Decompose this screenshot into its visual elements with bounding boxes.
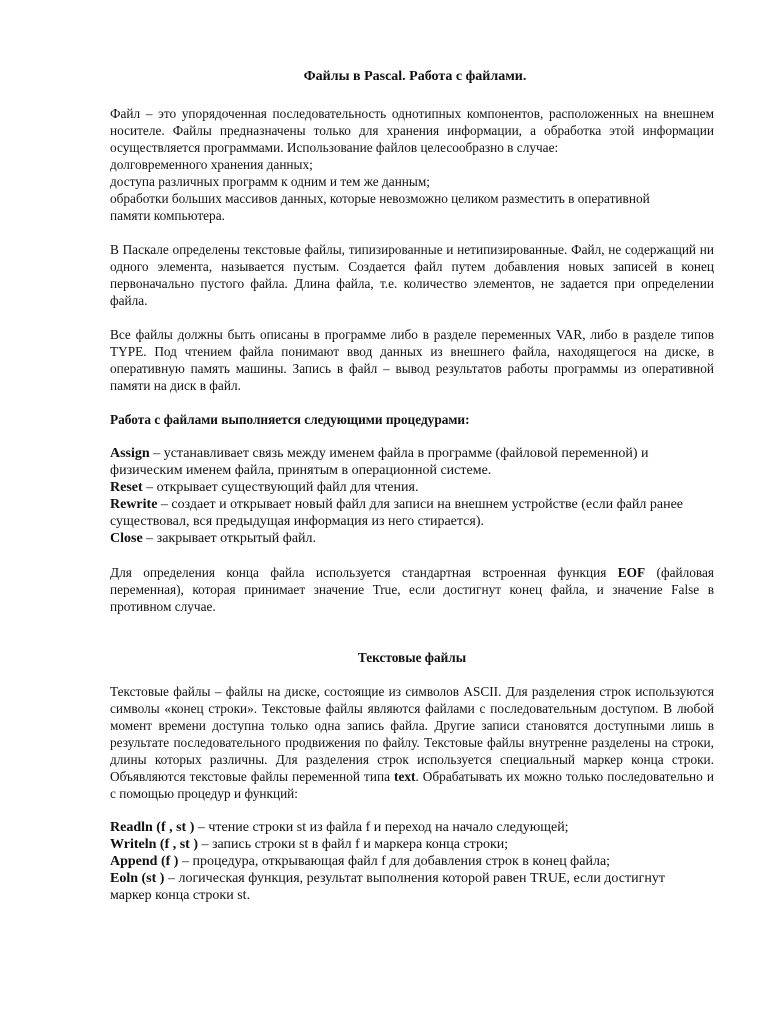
procedure-desc: – закрывает открытый файл.	[142, 531, 317, 546]
list-item: доступа различных программ к одним и тем же данным;	[110, 174, 430, 189]
procedure-desc: – запись строки st в файл f и маркера конца строки;	[198, 837, 509, 852]
procedure-desc: – чтение строки st из файла f и переход на начало следующей;	[194, 820, 569, 835]
document-body	[110, 68, 714, 904]
intro-paragraph: Файл – это упорядоченная последовательность однотипных компонентов, расположенных на внешнем носителе. Файлы предназначены только для хранения информации, а обработка этой информации осуществляется программами. Использование файлов целесообразно в случае:	[110, 106, 714, 155]
text-procedure-item	[110, 836, 714, 853]
procedure-name: Reset	[110, 480, 143, 495]
text-files-before: Текстовые файлы – файлы на диске, состоящие из символов ASCII. Для разделения строк используются символы «конец строки». Текстовые файлы являются файлами с последовательным доступом. В любой момент времени доступна только одна запись файла. Другие записи становятся доступными лишь в результате последовательного продвижения по файлу. Текстовые файлы внутренне разделены на строки, длины которых различны. Для разделения строк используется специальный маркер конца строки. Объявляются текстовые файлы переменной типа	[110, 684, 714, 784]
text-files-after: . Обрабатывать их можно только последовательно и с помощью процедур и функций:	[110, 769, 714, 801]
spacer	[110, 224, 714, 241]
text-procedures-list	[110, 819, 714, 904]
text-procedure-item	[110, 853, 714, 870]
spacer	[110, 666, 714, 683]
file-types-paragraph: В Паскале определены текстовые файлы, типизированные и нетипизированные. Файл, не содержащий ни одного элемента, называется пустым. Создается файл путем добавления новых записей в конец первоначально пустого файла. Длина файла, т.е. количество элементов, не задается при определении файла.	[110, 242, 714, 308]
procedures-list	[110, 445, 714, 547]
spacer	[110, 615, 714, 649]
spacer	[110, 802, 714, 819]
procedures-heading: Работа с файлами выполняется следующими процедурами:	[110, 412, 470, 427]
procedure-desc: – логическая функция, результат выполнения которой равен TRUE, если достигнут маркер конца строки st.	[110, 871, 665, 903]
procedure-item	[110, 445, 714, 479]
procedure-name: Assign	[110, 446, 150, 461]
procedure-name: Writeln (f , st )	[110, 837, 198, 852]
procedure-desc: – устанавливает связь между именем файла в программе (файловой переменной) и физическим именем файла, принятым в операционной системе.	[110, 446, 649, 478]
spacer	[110, 547, 714, 564]
list-item: обработки больших массивов данных, которые невозможно целиком разместить в оперативной памяти компьютера.	[110, 191, 650, 223]
spacer	[110, 309, 714, 326]
procedure-name: Rewrite	[110, 497, 158, 512]
procedure-desc: – создает и открывает новый файл для записи на внешнем устройстве (если файл ранее существовал, вся предыдущая информация из него стирается).	[110, 497, 684, 529]
procedure-desc: – открывает существующий файл для чтения.	[142, 480, 419, 495]
section-title: Текстовые файлы	[357, 650, 467, 665]
eof-paragraph	[110, 564, 714, 615]
spacer	[110, 428, 714, 445]
spacer	[110, 394, 714, 411]
procedure-item	[110, 496, 714, 530]
procedure-item	[110, 479, 714, 496]
list-item: долговременного хранения данных;	[110, 157, 313, 172]
eof-keyword: EOF	[617, 565, 646, 580]
text-procedure-item	[110, 819, 714, 836]
text-keyword: text	[394, 769, 416, 784]
procedure-name: Append (f )	[110, 854, 179, 869]
procedure-desc: – процедура, открывающая файл f для добавления строк в конец файла;	[178, 854, 611, 869]
file-declaration-paragraph: Все файлы должны быть описаны в программе либо в разделе переменных VAR, либо в разделе типов TYPE. Под чтением файла понимают ввод данных из внешнего файла, находящегося на диске, в оперативную память машины. Запись в файл – вывод результатов работы программы из оперативной памяти на диск в файл.	[110, 327, 714, 393]
text-files-paragraph	[110, 683, 714, 802]
procedure-item	[110, 530, 714, 547]
eof-text-after: (файловая переменная), которая принимает значение True, если достигнут конец файла, и значение False в противном случае.	[110, 565, 714, 614]
text-procedure-item	[110, 870, 670, 904]
page-title: Файлы в Pascal. Работа с файлами.	[303, 69, 527, 84]
eof-text-before: Для определения конца файла используется стандартная встроенная функция	[110, 565, 618, 580]
procedure-name: Eoln (st )	[110, 871, 165, 886]
procedure-name: Close	[110, 531, 143, 546]
procedure-name: Readln (f , st )	[110, 820, 195, 835]
